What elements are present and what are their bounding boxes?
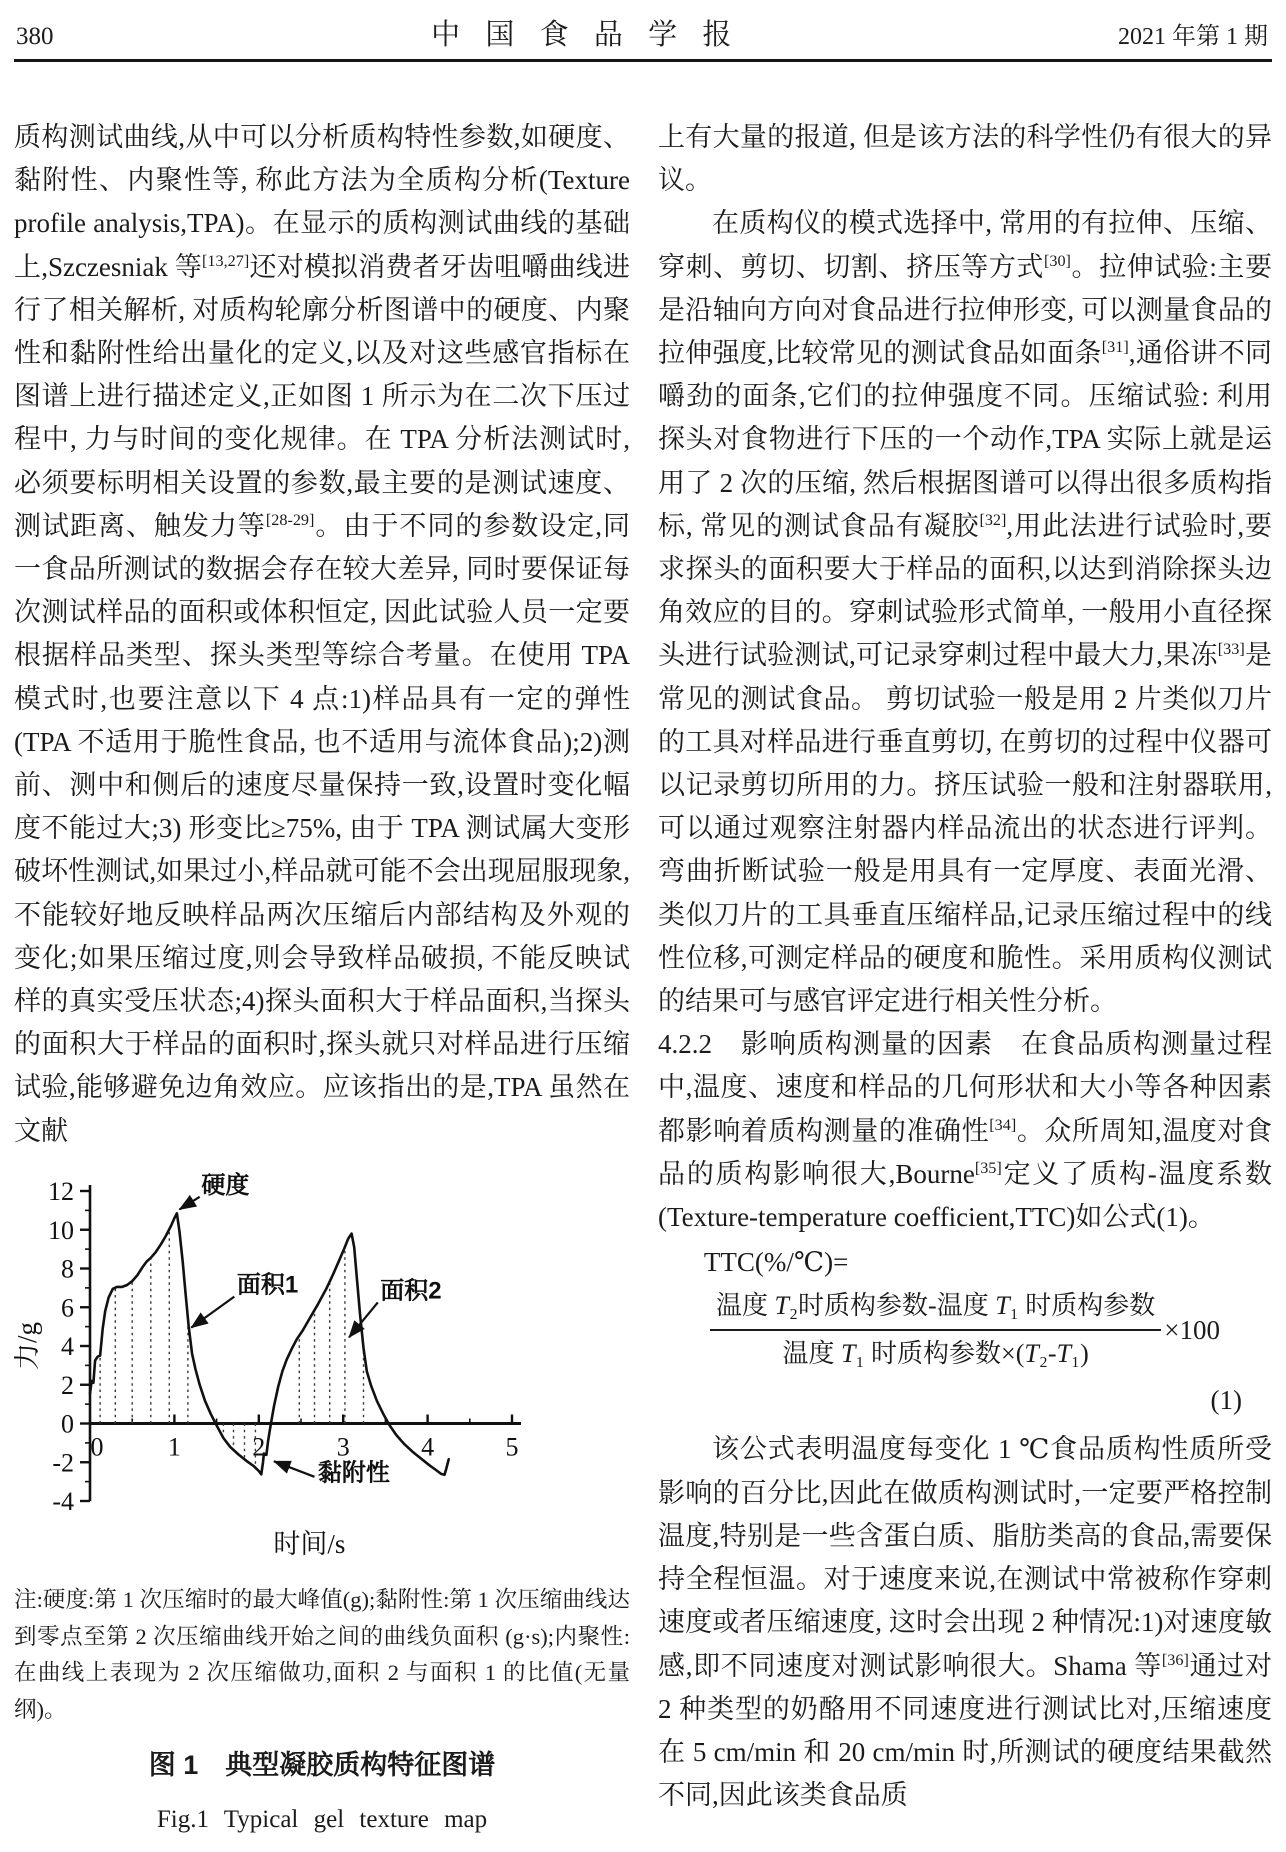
fraction-numerator: 温度 T₂时质构参数-温度 T₁ 时质构参数 (710, 1286, 1161, 1331)
two-column-body (0, 62, 1286, 1841)
section-4-2-2-paragraph: 4.2.2 影响质构测量的因素 在食品质构测量过程中,温度、速度和样品的几何形状和大小等各种因素都影响着质构测量的准确性[34]。众所周知,温度对食品的质构影响很大,Bourne[35]定义了质构-温度系数(Texture-temperature coefficient,TTC)如公式(1)。 (658, 1029, 1273, 1233)
svg-text:12: 12 (48, 1176, 74, 1206)
equation-lhs: TTC(%/℃)= (703, 1247, 849, 1278)
svg-text:2: 2 (252, 1432, 266, 1462)
svg-text:3: 3 (336, 1432, 350, 1462)
equation-number: (1) (1210, 1385, 1242, 1416)
instrument-modes-paragraph: 在质构仪的模式选择中, 常用的有拉伸、压缩、穿刺、剪切、切割、挤压等方式[30]。拉伸试验:主要是沿轴向方向对食品进行拉伸形变, 可以测量食品的拉伸强度,比较常见的测试食品如面条[31],通俗讲不同嚼劲的面条,它们的拉伸强度不同。压缩试验: 利用探头对食物进行下压的一个动作,TPA 实际上就是运用了 2 次的压缩, 然后根据图谱可以得出很多质构指标, 常见的测试食品有凝胶[32],用此法进行试验时,要求探头的面积要大于样品的面积,以达到消除探头边角效应的目的。穿刺试验形式简单, 一般用小直径探头进行试验测试,可记录穿刺过程中最大力,果冻[33]是常见的测试食品。 剪切试验一般是用 2 片类似刀片的工具对样品进行垂直剪切, 在剪切的过程中仪器可以记录剪切所用的力。挤压试验一般和注射器联用,可以通过观察注射器内样品流出的状态进行评判。弯曲折断试验一般是用具有一定厚度、表面光滑、类似刀片的工具垂直压缩样品,记录压缩过程中的线性位移,可测定样品的硬度和脆性。采用质构仪测试的结果可与感官评定进行相关性分析。 (658, 208, 1273, 1017)
svg-text:4: 4 (421, 1432, 435, 1462)
figure-caption-zh: 图 1 典型凝胶质构特征图谱 (148, 1750, 496, 1781)
svg-text:0: 0 (90, 1432, 104, 1462)
svg-text:力/g: 力/g (14, 1321, 42, 1370)
tpa-line-chart (14, 1161, 630, 1561)
svg-text:-2: -2 (52, 1448, 74, 1478)
svg-text:面积1: 面积1 (236, 1271, 299, 1299)
journal-title: 中 国 食 品 学 报 (431, 19, 741, 51)
right-column (658, 116, 1272, 1841)
svg-text:0: 0 (61, 1409, 74, 1439)
svg-text:10: 10 (48, 1215, 74, 1245)
fraction (710, 1286, 1161, 1374)
svg-text:4: 4 (61, 1331, 74, 1361)
figure-1 (14, 1161, 630, 1841)
svg-text:6: 6 (61, 1293, 74, 1323)
svg-text:5: 5 (505, 1432, 519, 1462)
svg-text:2: 2 (61, 1370, 74, 1400)
page-number: 380 (16, 23, 54, 50)
page-header (0, 0, 1286, 57)
svg-text:时间/s: 时间/s (273, 1528, 346, 1559)
temperature-effect-paragraph: 该公式表明温度每变化 1 ℃食品质构性质所受影响的百分比,因此在做质构测试时,一定要严格控制温度,特别是一些含蛋白质、脂肪类高的食品,需要保持全程恒温。对于速度来说,在测试中常被称作穿刺速度或者压缩速度, 这时会出现 2 种情况:1)对速度敏感,即不同速度对测试影响很大。Shama 等[36]通过对 2 种类型的奶酪用不同速度进行测试比对,压缩速度在 5 cm/min 和 20 cm/min 时,所测试的硬度结果截然不同,因此该类食品质 (658, 1434, 1272, 1811)
equation-fraction (658, 1286, 1272, 1374)
fraction-multiplier: ×100 (1164, 1315, 1220, 1346)
svg-text:1: 1 (167, 1432, 181, 1462)
figure-caption-en: Fig.1 Typical gel texture map (156, 1805, 488, 1833)
svg-text:面积2: 面积2 (380, 1277, 442, 1305)
fraction-denominator: 温度 T₁ 时质构参数×(T₂-T₁) (782, 1339, 1089, 1369)
left-column (14, 116, 630, 1841)
figure-note: 注:硬度:第 1 次压缩时的最大峰值(g);黏附性:第 1 次压缩曲线达到零点至第 2 次压缩曲线开始之间的曲线负面积 (g·s);内聚性:在曲线上表现为 2 次压缩做功,面积 2 与面积 1 的比值(无量纲)。 (14, 1587, 630, 1722)
svg-text:-4: -4 (52, 1486, 74, 1516)
issue-label: 2021 年第 1 期 (1117, 24, 1268, 50)
svg-text:硬度: 硬度 (201, 1171, 250, 1199)
svg-text:黏附性: 黏附性 (317, 1459, 390, 1487)
equation-1 (658, 1241, 1272, 1426)
svg-text:8: 8 (61, 1254, 74, 1284)
continuation-paragraph: 上有大量的报道, 但是该方法的科学性仍有很大的异议。 (658, 122, 1272, 196)
left-body-paragraph: 质构测试曲线,从中可以分析质构特性参数,如硬度、黏附性、内聚性等, 称此方法为全质构分析(Texture profile analysis,TPA)。在显示的质构测试曲线的基础上,Szczesniak 等[13,27]还对模拟消费者牙齿咀嚼曲线进行了相关解析, 对质构轮廓分析图谱中的硬度、内聚性和黏附性给出量化的定义,以及对这些感官指标在图谱上进行描述定义,正如图 1 所示为在二次下压过程中, 力与时间的变化规律。在 TPA 分析法测试时,必须要标明相关设置的参数,最主要的是测试速度、测试距离、触发力等[28-29]。由于不同的参数设定,同一食品所测试的数据会存在较大差异, 同时要保证每次测试样品的面积或体积恒定, 因此试验人员一定要根据样品类型、探头类型等综合考量。在使用 TPA 模式时,也要注意以下 4 点:1)样品具有一定的弹性 (TPA 不适用于脆性食品, 也不适用与流体食品);2)测前、测中和侧后的速度尽量保持一致,设置时变化幅度不能过大;3) 形变比≥75%, 由于 TPA 测试属大变形破坏性测试,如果过小,样品就可能不会出现屈服现象, 不能较好地反映样品两次压缩后内部结构及外观的变化;如果压缩过度,则会导致样品破损, 不能反映试样的真实受压状态;4)探头面积大于样品面积,当探头的面积大于样品的面积时,探头就只对样品进行压缩试验,能够避免边角效应。应该指出的是,TPA 虽然在文献 (14, 122, 631, 1146)
